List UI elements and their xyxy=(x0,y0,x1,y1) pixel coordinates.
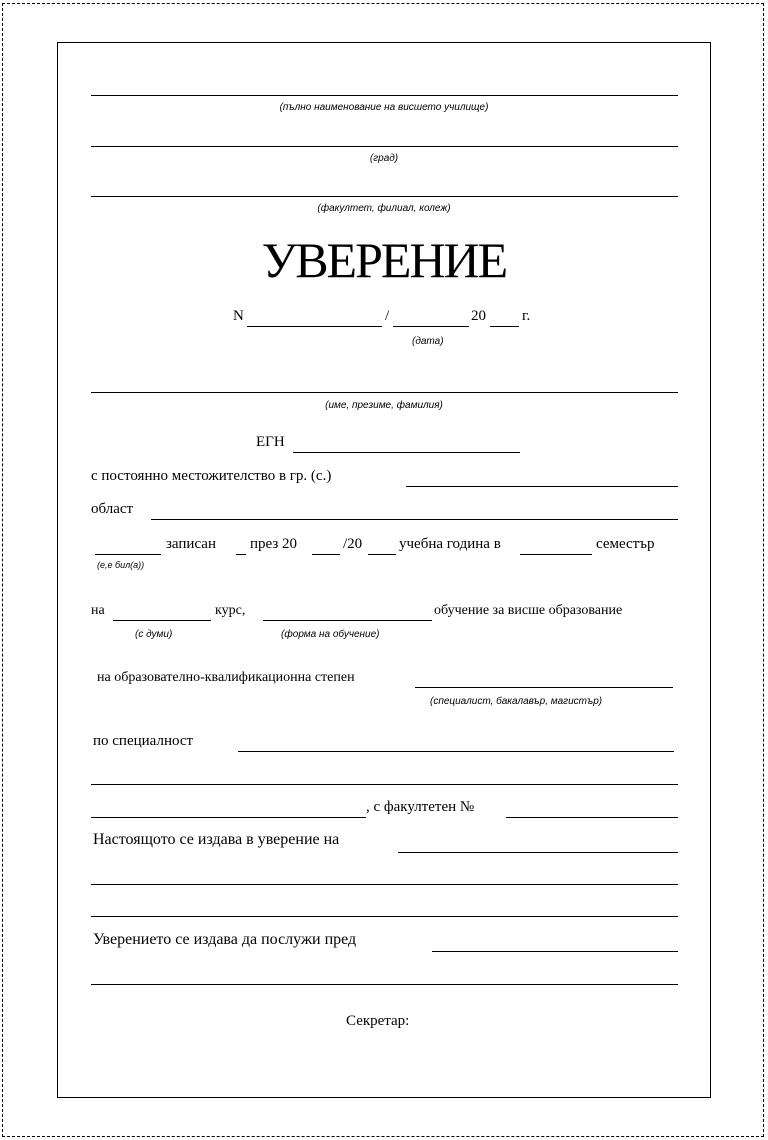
faculty-number-label: , с факултетен № xyxy=(366,799,475,815)
institution-caption: (пълно наименование на висшето училище) xyxy=(279,102,489,113)
issued-to-field-2[interactable] xyxy=(91,884,678,885)
serves-before-label: Уверението се издава да послужи пред xyxy=(93,931,357,948)
residence-field[interactable] xyxy=(406,486,678,487)
number-field[interactable] xyxy=(247,326,382,327)
semester-field[interactable] xyxy=(520,554,592,555)
year-suffix: г. xyxy=(522,308,531,324)
egn-field[interactable] xyxy=(293,452,520,453)
number-label: N xyxy=(233,308,244,324)
education-label: обучение за висше образование xyxy=(434,603,623,618)
study-form-caption: (форма на обучение) xyxy=(281,629,380,640)
year-field[interactable] xyxy=(490,326,519,327)
date-caption: (дата) xyxy=(412,336,444,347)
date-field[interactable] xyxy=(393,326,469,327)
course-prefix: на xyxy=(91,603,105,618)
gender-caption: (е,е бил(а)) xyxy=(97,560,145,570)
city-caption: (град) xyxy=(369,153,399,164)
serves-before-field-2[interactable] xyxy=(91,984,678,985)
degree-caption: (специалист, бакалавър, магистър) xyxy=(430,696,603,707)
course-label: курс, xyxy=(215,603,246,618)
serves-before-field[interactable] xyxy=(432,951,678,952)
academic-year-label: учебна година в xyxy=(399,536,501,552)
region-label: област xyxy=(91,501,134,517)
course-field[interactable] xyxy=(113,620,211,621)
faculty-caption: (факултет, филиал, колеж) xyxy=(317,203,451,214)
name-line[interactable] xyxy=(91,392,678,393)
enrolled-blank[interactable] xyxy=(236,554,246,555)
specialty-field-3[interactable] xyxy=(91,817,366,818)
secretary-label: Секретар: xyxy=(346,1013,410,1029)
slash-year-label: /20 xyxy=(343,536,363,552)
egn-label: ЕГН xyxy=(256,434,285,450)
residence-label: с постоянно местожителство в гр. (с.) xyxy=(91,468,332,484)
issued-to-field[interactable] xyxy=(398,852,678,853)
region-field[interactable] xyxy=(151,519,678,520)
specialty-field-2[interactable] xyxy=(91,784,678,785)
through-year-label: през 20 xyxy=(250,536,298,552)
number-slash: / xyxy=(385,308,390,324)
year-prefix: 20 xyxy=(471,308,486,324)
specialty-field[interactable] xyxy=(238,751,674,752)
in-words-caption: (с думи) xyxy=(135,629,173,640)
gender-field[interactable] xyxy=(95,554,161,555)
end-year-field[interactable] xyxy=(368,554,396,555)
issued-to-label: Настоящото се издава в уверение на xyxy=(93,831,340,848)
institution-line[interactable] xyxy=(91,95,678,96)
document-title: УВЕРЕНИЕ xyxy=(261,232,507,288)
faculty-line[interactable] xyxy=(91,196,678,197)
issued-to-field-3[interactable] xyxy=(91,916,678,917)
study-form-field[interactable] xyxy=(263,620,432,621)
city-line[interactable] xyxy=(91,146,678,147)
semester-label: семестър xyxy=(596,536,655,552)
enrolled-label: записан xyxy=(166,536,216,552)
degree-label: на образователно-квалификационна степен xyxy=(97,670,355,685)
name-caption: (име, презиме, фамилия) xyxy=(325,400,443,411)
faculty-number-field[interactable] xyxy=(506,817,678,818)
specialty-label: по специалност xyxy=(93,733,194,749)
degree-field[interactable] xyxy=(415,687,673,688)
start-year-field[interactable] xyxy=(312,554,340,555)
